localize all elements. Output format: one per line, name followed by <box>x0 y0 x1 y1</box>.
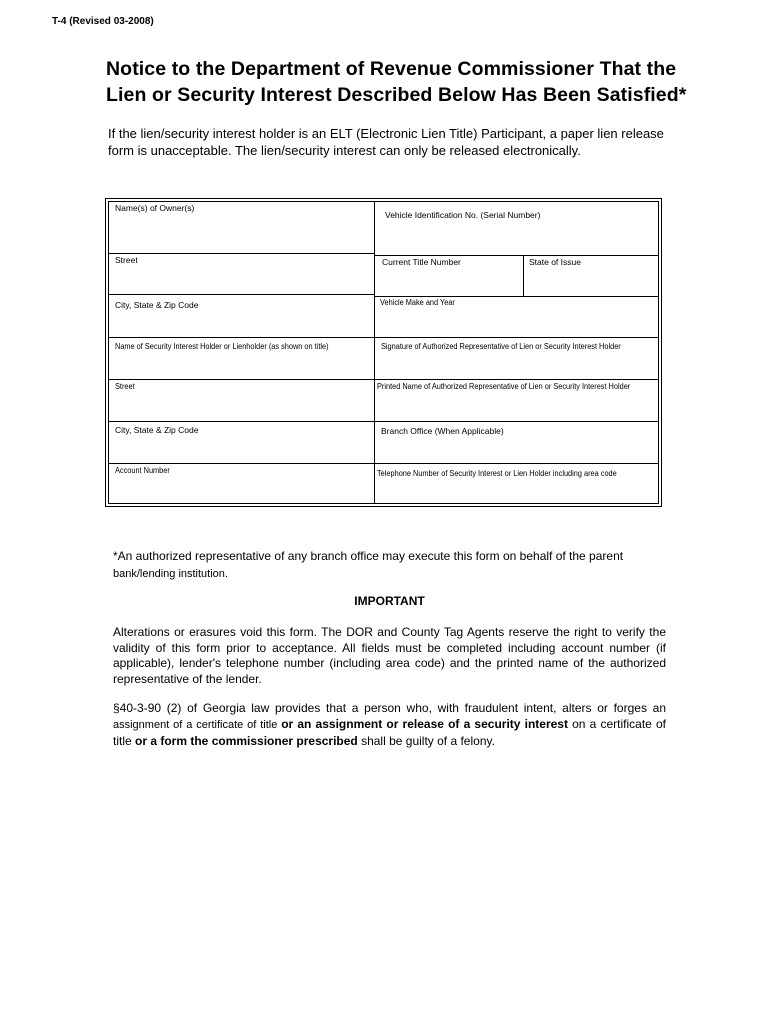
title-line-2: Lien or Security Interest Described Below Has Been Satisfied* <box>106 84 687 106</box>
account-number-field[interactable]: Account Number <box>115 466 170 475</box>
page-title <box>106 56 726 108</box>
law-text-2: assignment of a certificate of title <box>113 719 282 731</box>
row-divider <box>109 463 374 464</box>
row-divider <box>109 421 374 422</box>
law-text-1: §40-3-90 (2) of Georgia law provides that a person who, with fraudulent intent, alters or forges an <box>113 701 666 715</box>
form-code: T-4 (Revised 03-2008) <box>52 16 154 27</box>
elt-note-line-1: If the lien/security interest holder is an ELT (Electronic Lien Title) Participant, a paper lien release <box>108 126 664 141</box>
alterations-paragraph: Alterations or erasures void this form. The DOR and County Tag Agents reserve the right to verify the validity of this form prior to acceptance. All fields must be completed including account number (if applicable), lender's telephone number (including area code) and the printed name of the authorized representative of the lender. <box>113 625 666 686</box>
printed-name-field[interactable]: Printed Name of Authorized Representative of Lien or Security Interest Holder <box>377 382 631 391</box>
row-divider <box>374 296 658 297</box>
lien-release-form <box>105 198 662 507</box>
row-divider <box>109 337 374 338</box>
row-divider <box>374 379 658 380</box>
signature-field[interactable]: Signature of Authorized Representative of Lien or Security Interest Holder <box>381 342 621 351</box>
title-line-1: Notice to the Department of Revenue Commissioner That the <box>106 58 677 80</box>
lienholder-street-field[interactable]: Street <box>115 382 135 391</box>
row-divider <box>374 337 658 338</box>
branch-note-line-1: *An authorized representative of any branch office may execute this form on behalf of the parent <box>113 549 624 563</box>
street-field[interactable]: Street <box>115 255 138 265</box>
important-heading: IMPORTANT <box>354 594 425 608</box>
vin-field[interactable]: Vehicle Identification No. (Serial Number) <box>385 210 541 220</box>
cell-divider <box>523 255 524 296</box>
lienholder-city-state-zip-field[interactable]: City, State & Zip Code <box>115 425 199 435</box>
law-text-3: or an assignment or release of a security interest <box>281 717 568 731</box>
city-state-zip-field[interactable]: City, State & Zip Code <box>115 300 199 310</box>
georgia-law-paragraph <box>113 700 666 749</box>
row-divider <box>109 253 374 254</box>
telephone-field[interactable]: Telephone Number of Security Interest or Lien Holder including area code <box>377 469 617 478</box>
column-divider <box>374 202 375 503</box>
make-year-field[interactable]: Vehicle Make and Year <box>380 298 455 307</box>
law-text-5: or a form the commissioner prescribed <box>135 734 358 748</box>
row-divider <box>109 379 374 380</box>
row-divider <box>374 463 658 464</box>
law-text-6: shall be guilty of a felony. <box>357 734 495 748</box>
owners-field[interactable]: Name(s) of Owner(s) <box>115 203 195 213</box>
elt-note <box>108 125 708 159</box>
state-of-issue-field[interactable]: State of Issue <box>529 257 581 267</box>
branch-office-field[interactable]: Branch Office (When Applicable) <box>381 426 504 436</box>
row-divider <box>109 294 374 295</box>
title-number-field[interactable]: Current Title Number <box>382 257 461 267</box>
branch-note <box>113 548 666 583</box>
form-grid <box>108 201 659 504</box>
row-divider <box>374 421 658 422</box>
elt-note-line-2: form is unacceptable. The lien/security interest can only be released electronically. <box>108 143 581 158</box>
branch-note-line-2: bank/lending institution. <box>113 568 228 580</box>
law-text-4: on a certificate of title <box>113 717 667 748</box>
row-divider <box>374 255 658 256</box>
lienholder-name-field[interactable]: Name of Security Interest Holder or Lienholder (as shown on title) <box>115 342 329 351</box>
